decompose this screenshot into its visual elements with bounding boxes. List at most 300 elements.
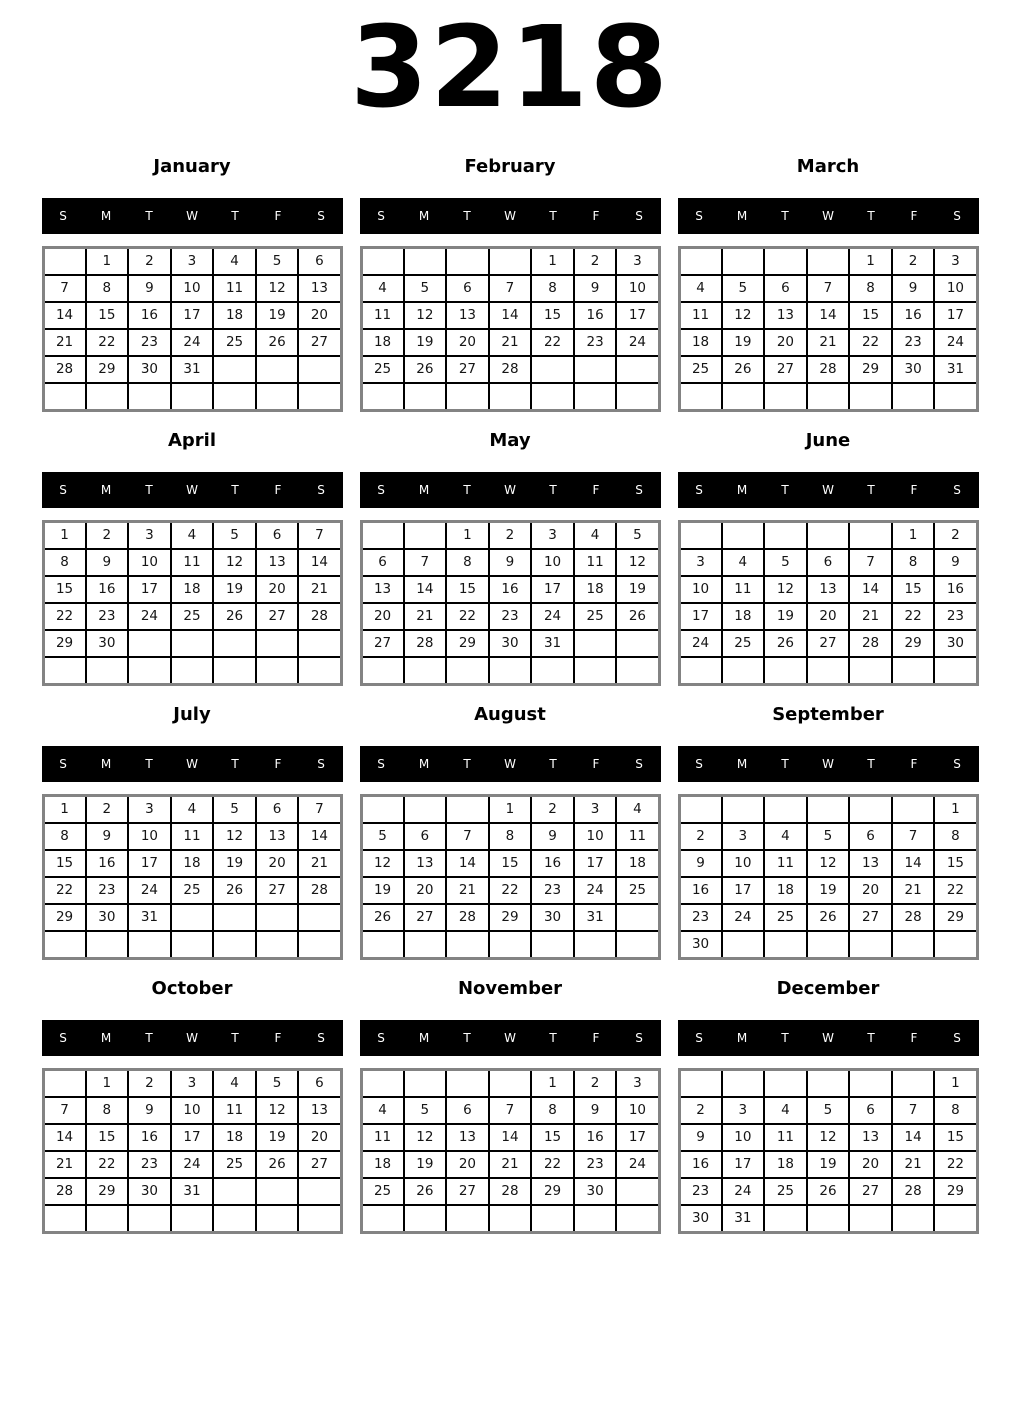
day-cell: 28	[892, 1178, 935, 1205]
empty-day-cell	[256, 1205, 299, 1233]
month-name: November	[457, 977, 563, 999]
empty-day-cell	[489, 247, 532, 275]
day-cell: 13	[404, 850, 447, 877]
day-cell: 29	[86, 1178, 129, 1205]
empty-day-cell	[446, 247, 489, 275]
day-cell: 6	[256, 795, 299, 823]
day-cell: 1	[892, 521, 935, 549]
day-cell: 10	[616, 275, 659, 302]
empty-day-cell	[86, 657, 129, 685]
day-cell: 17	[128, 850, 171, 877]
day-cell: 10	[171, 1097, 214, 1124]
day-cell: 14	[43, 302, 86, 329]
weekday-label: S	[635, 1030, 643, 1045]
day-cell: 1	[934, 795, 977, 823]
month-days-body	[361, 795, 659, 958]
day-cell: 11	[764, 1124, 807, 1151]
day-cell: 31	[128, 904, 171, 931]
month-name: August	[474, 703, 546, 725]
day-cell: 4	[361, 1097, 404, 1124]
day-cell: 21	[489, 329, 532, 356]
day-cell: 10	[679, 576, 722, 603]
day-cell: 11	[171, 549, 214, 576]
weekday-label: M	[736, 208, 748, 223]
day-cell: 23	[86, 877, 129, 904]
weekday-label: S	[59, 1030, 67, 1045]
empty-day-cell	[86, 931, 129, 959]
weekday-label: T	[463, 482, 471, 497]
empty-day-cell	[531, 657, 574, 685]
weekday-header-bar	[42, 472, 343, 508]
weekday-label: S	[953, 1030, 961, 1045]
empty-day-cell	[298, 630, 341, 657]
day-cell: 15	[849, 302, 892, 329]
weekday-label: F	[910, 208, 918, 223]
empty-day-cell	[849, 657, 892, 685]
day-cell: 3	[574, 795, 617, 823]
day-cell: 29	[446, 630, 489, 657]
day-cell: 25	[722, 630, 765, 657]
empty-day-cell	[849, 521, 892, 549]
weekday-label: F	[274, 1030, 282, 1045]
day-cell: 22	[86, 329, 129, 356]
day-cell: 21	[43, 1151, 86, 1178]
day-cell: 8	[43, 823, 86, 850]
empty-day-cell	[128, 383, 171, 411]
day-cell: 23	[892, 329, 935, 356]
day-cell: 3	[934, 247, 977, 275]
empty-day-cell	[361, 247, 404, 275]
day-cell: 20	[298, 1124, 341, 1151]
day-cell: 23	[128, 1151, 171, 1178]
weekday-label: W	[504, 756, 516, 771]
day-cell: 18	[213, 302, 256, 329]
empty-day-cell	[679, 657, 722, 685]
week-row	[43, 823, 341, 850]
day-cell: 23	[574, 329, 617, 356]
empty-day-cell	[361, 795, 404, 823]
day-cell: 2	[128, 247, 171, 275]
day-cell: 16	[934, 576, 977, 603]
day-cell: 8	[934, 1097, 977, 1124]
week-row	[43, 1069, 341, 1097]
weekday-label: T	[867, 208, 875, 223]
day-cell: 31	[934, 356, 977, 383]
weekday-label: W	[186, 1030, 198, 1045]
day-cell: 1	[934, 1069, 977, 1097]
day-cell: 26	[764, 630, 807, 657]
empty-day-cell	[298, 931, 341, 959]
day-cell: 6	[849, 823, 892, 850]
empty-day-cell	[256, 356, 299, 383]
day-cell: 17	[679, 603, 722, 630]
day-cell: 8	[531, 275, 574, 302]
day-cell: 18	[764, 1151, 807, 1178]
empty-day-cell	[892, 1069, 935, 1097]
empty-day-cell	[86, 1205, 129, 1233]
empty-day-cell	[43, 931, 86, 959]
day-cell: 8	[86, 275, 129, 302]
week-row	[43, 576, 341, 603]
week-row	[361, 302, 659, 329]
weekday-label: T	[867, 756, 875, 771]
week-row	[679, 521, 977, 549]
weekday-label: S	[317, 208, 325, 223]
day-cell: 22	[934, 877, 977, 904]
day-cell: 22	[934, 1151, 977, 1178]
weekday-label: S	[953, 756, 961, 771]
day-cell: 6	[256, 521, 299, 549]
day-cell: 9	[128, 1097, 171, 1124]
weekday-label: S	[695, 482, 703, 497]
day-cell: 29	[531, 1178, 574, 1205]
day-cell: 30	[128, 1178, 171, 1205]
day-cell: 29	[86, 356, 129, 383]
day-cell: 20	[404, 877, 447, 904]
day-cell: 8	[446, 549, 489, 576]
day-cell: 14	[892, 1124, 935, 1151]
empty-day-cell	[764, 521, 807, 549]
day-cell: 28	[43, 1178, 86, 1205]
empty-day-cell	[764, 657, 807, 685]
weekday-label: T	[145, 1030, 153, 1045]
day-cell: 16	[128, 302, 171, 329]
empty-day-cell	[892, 657, 935, 685]
day-cell: 17	[616, 1124, 659, 1151]
weekday-header-bar	[360, 1020, 661, 1056]
month-days-body	[361, 521, 659, 684]
day-cell: 5	[256, 247, 299, 275]
day-cell: 11	[722, 576, 765, 603]
weekday-label: S	[317, 1030, 325, 1045]
weekday-label: T	[549, 208, 557, 223]
day-cell: 23	[86, 603, 129, 630]
week-row	[43, 630, 341, 657]
week-row	[361, 521, 659, 549]
empty-day-cell	[213, 630, 256, 657]
empty-day-cell	[764, 1069, 807, 1097]
day-cell: 13	[764, 302, 807, 329]
empty-day-cell	[361, 657, 404, 685]
week-row	[361, 329, 659, 356]
day-cell: 27	[446, 1178, 489, 1205]
weekday-label: T	[231, 482, 239, 497]
weekday-label: F	[592, 1030, 600, 1045]
week-row	[679, 275, 977, 302]
week-row	[679, 931, 977, 959]
month-days-body	[43, 795, 341, 958]
day-cell: 21	[404, 603, 447, 630]
empty-day-cell	[446, 657, 489, 685]
day-cell: 22	[43, 877, 86, 904]
week-row	[679, 1178, 977, 1205]
weekday-label: T	[549, 1030, 557, 1045]
week-row	[361, 549, 659, 576]
day-cell: 3	[171, 1069, 214, 1097]
day-cell: 14	[807, 302, 850, 329]
day-cell: 18	[722, 603, 765, 630]
weekday-label: W	[186, 208, 198, 223]
day-cell: 2	[86, 795, 129, 823]
empty-day-cell	[361, 383, 404, 411]
empty-day-cell	[361, 1069, 404, 1097]
empty-day-cell	[43, 247, 86, 275]
week-row	[361, 795, 659, 823]
day-cell: 9	[934, 549, 977, 576]
empty-day-cell	[171, 931, 214, 959]
week-row	[43, 1151, 341, 1178]
day-cell: 31	[722, 1205, 765, 1233]
empty-day-cell	[679, 521, 722, 549]
day-cell: 17	[722, 1151, 765, 1178]
day-cell: 30	[892, 356, 935, 383]
day-cell: 27	[298, 329, 341, 356]
day-cell: 13	[298, 1097, 341, 1124]
week-row	[361, 275, 659, 302]
day-cell: 7	[489, 1097, 532, 1124]
day-cell: 16	[489, 576, 532, 603]
weekday-label: T	[867, 482, 875, 497]
day-cell: 27	[256, 603, 299, 630]
week-row	[361, 1205, 659, 1233]
day-cell: 1	[86, 247, 129, 275]
weekday-label: T	[781, 1030, 789, 1045]
empty-day-cell	[128, 630, 171, 657]
weekday-label: T	[231, 208, 239, 223]
day-cell: 18	[213, 1124, 256, 1151]
day-cell: 23	[679, 1178, 722, 1205]
empty-day-cell	[298, 904, 341, 931]
day-cell: 14	[489, 1124, 532, 1151]
day-cell: 12	[807, 1124, 850, 1151]
empty-day-cell	[616, 657, 659, 685]
day-cell: 30	[574, 1178, 617, 1205]
week-row	[43, 383, 341, 411]
month-name: December	[776, 977, 880, 999]
day-cell: 21	[298, 576, 341, 603]
day-cell: 3	[616, 247, 659, 275]
day-cell: 24	[679, 630, 722, 657]
day-cell: 9	[679, 850, 722, 877]
day-cell: 12	[722, 302, 765, 329]
day-cell: 9	[128, 275, 171, 302]
week-row	[43, 356, 341, 383]
day-cell: 21	[892, 1151, 935, 1178]
day-cell: 20	[256, 850, 299, 877]
day-cell: 19	[361, 877, 404, 904]
month-block	[678, 156, 979, 412]
weekday-label: F	[910, 482, 918, 497]
day-cell: 15	[531, 302, 574, 329]
day-cell: 13	[849, 850, 892, 877]
day-cell: 14	[446, 850, 489, 877]
day-cell: 22	[446, 603, 489, 630]
month-days-body	[43, 521, 341, 684]
day-cell: 14	[43, 1124, 86, 1151]
day-cell: 15	[489, 850, 532, 877]
empty-day-cell	[361, 931, 404, 959]
week-row	[361, 1151, 659, 1178]
week-row	[43, 1205, 341, 1233]
week-row	[361, 356, 659, 383]
day-cell: 23	[934, 603, 977, 630]
day-cell: 19	[404, 1151, 447, 1178]
day-cell: 10	[128, 823, 171, 850]
empty-day-cell	[574, 630, 617, 657]
day-cell: 20	[764, 329, 807, 356]
empty-day-cell	[43, 1205, 86, 1233]
day-cell: 18	[574, 576, 617, 603]
day-cell: 2	[574, 247, 617, 275]
day-cell: 17	[128, 576, 171, 603]
yearly-calendar-page	[0, 3, 1020, 1422]
empty-day-cell	[807, 247, 850, 275]
empty-day-cell	[764, 795, 807, 823]
empty-day-cell	[446, 795, 489, 823]
day-cell: 1	[531, 1069, 574, 1097]
empty-day-cell	[404, 931, 447, 959]
month-days-body	[679, 247, 977, 410]
day-cell: 20	[298, 302, 341, 329]
day-cell: 11	[213, 1097, 256, 1124]
day-cell: 15	[892, 576, 935, 603]
day-cell: 26	[404, 356, 447, 383]
day-cell: 13	[256, 549, 299, 576]
weekday-label: M	[418, 208, 430, 223]
weekday-label: W	[822, 482, 834, 497]
day-cell: 16	[679, 877, 722, 904]
empty-day-cell	[171, 383, 214, 411]
empty-day-cell	[574, 356, 617, 383]
day-cell: 26	[256, 1151, 299, 1178]
day-cell: 11	[361, 1124, 404, 1151]
day-cell: 22	[531, 329, 574, 356]
weekday-header-bar	[42, 198, 343, 234]
day-cell: 31	[574, 904, 617, 931]
day-cell: 25	[361, 1178, 404, 1205]
day-cell: 9	[574, 1097, 617, 1124]
weekday-label: W	[504, 208, 516, 223]
empty-day-cell	[213, 657, 256, 685]
week-row	[679, 1124, 977, 1151]
day-cell: 3	[531, 521, 574, 549]
weekday-label: W	[504, 482, 516, 497]
day-cell: 6	[764, 275, 807, 302]
empty-day-cell	[43, 657, 86, 685]
day-cell: 4	[679, 275, 722, 302]
day-cell: 2	[679, 1097, 722, 1124]
day-cell: 19	[722, 329, 765, 356]
day-cell: 15	[446, 576, 489, 603]
weekday-label: W	[504, 1030, 516, 1045]
day-cell: 19	[256, 302, 299, 329]
day-cell: 13	[446, 302, 489, 329]
weekday-label: T	[781, 756, 789, 771]
day-cell: 5	[213, 795, 256, 823]
weekday-label: F	[592, 208, 600, 223]
day-cell: 1	[86, 1069, 129, 1097]
day-cell: 13	[446, 1124, 489, 1151]
empty-day-cell	[616, 630, 659, 657]
empty-day-cell	[616, 904, 659, 931]
week-row	[361, 1124, 659, 1151]
day-cell: 24	[574, 877, 617, 904]
day-cell: 3	[128, 795, 171, 823]
day-cell: 4	[213, 247, 256, 275]
day-cell: 5	[807, 1097, 850, 1124]
month-days-table	[42, 1068, 343, 1234]
day-cell: 25	[679, 356, 722, 383]
weekday-label: T	[145, 756, 153, 771]
empty-day-cell	[404, 1205, 447, 1233]
empty-day-cell	[764, 931, 807, 959]
day-cell: 8	[531, 1097, 574, 1124]
week-row	[679, 657, 977, 685]
day-cell: 12	[361, 850, 404, 877]
month-days-table	[42, 520, 343, 686]
week-row	[679, 850, 977, 877]
day-cell: 26	[361, 904, 404, 931]
week-row	[679, 1097, 977, 1124]
month-block	[42, 978, 343, 1234]
day-cell: 10	[574, 823, 617, 850]
day-cell: 28	[489, 356, 532, 383]
weekday-label: W	[186, 482, 198, 497]
day-cell: 4	[574, 521, 617, 549]
day-cell: 12	[616, 549, 659, 576]
week-row	[679, 383, 977, 411]
day-cell: 16	[892, 302, 935, 329]
day-cell: 11	[574, 549, 617, 576]
empty-day-cell	[489, 657, 532, 685]
empty-day-cell	[849, 931, 892, 959]
month-days-table	[678, 246, 979, 412]
empty-day-cell	[298, 1205, 341, 1233]
day-cell: 14	[849, 576, 892, 603]
weekday-label: S	[377, 756, 385, 771]
empty-day-cell	[722, 247, 765, 275]
day-cell: 22	[531, 1151, 574, 1178]
empty-day-cell	[43, 383, 86, 411]
weekday-label: S	[377, 1030, 385, 1045]
empty-day-cell	[574, 1205, 617, 1233]
month-days-body	[679, 1069, 977, 1232]
day-cell: 13	[849, 1124, 892, 1151]
day-cell: 26	[256, 329, 299, 356]
day-cell: 23	[489, 603, 532, 630]
day-cell: 27	[256, 877, 299, 904]
day-cell: 29	[849, 356, 892, 383]
month-block	[42, 430, 343, 686]
day-cell: 17	[934, 302, 977, 329]
week-row	[361, 1069, 659, 1097]
empty-day-cell	[489, 931, 532, 959]
week-row	[679, 795, 977, 823]
day-cell: 7	[43, 1097, 86, 1124]
day-cell: 17	[531, 576, 574, 603]
empty-day-cell	[256, 931, 299, 959]
day-cell: 14	[404, 576, 447, 603]
day-cell: 8	[934, 823, 977, 850]
weekday-label: S	[59, 756, 67, 771]
day-cell: 8	[489, 823, 532, 850]
day-cell: 7	[298, 795, 341, 823]
empty-day-cell	[298, 1178, 341, 1205]
weekday-label: S	[377, 482, 385, 497]
month-days-body	[361, 1069, 659, 1232]
weekday-label: T	[231, 756, 239, 771]
day-cell: 15	[934, 1124, 977, 1151]
